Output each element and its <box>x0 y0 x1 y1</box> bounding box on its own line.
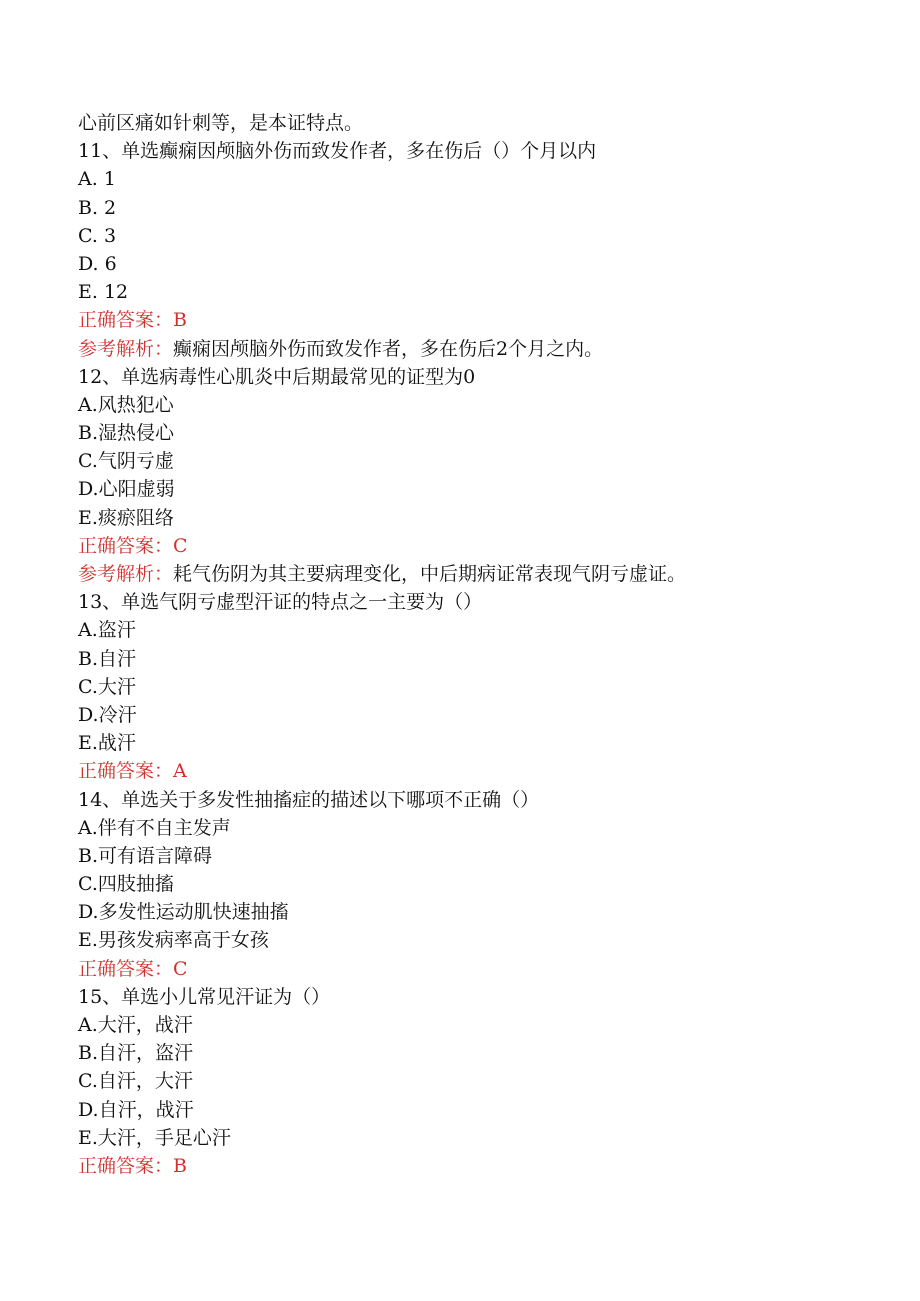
answer-value: C <box>173 957 188 980</box>
answer-line <box>78 532 878 560</box>
question-stem: 15、单选小儿常见汗证为（） <box>78 985 331 1008</box>
answer-line <box>78 757 878 785</box>
option-c: C.四肢抽搐 <box>78 873 174 896</box>
option-e: E. 12 <box>78 281 129 304</box>
question-block <box>78 786 878 983</box>
option-e: E.大汗，手足心汗 <box>78 1126 231 1149</box>
option-a: A.伴有不自主发声 <box>78 816 231 839</box>
analysis-line <box>78 560 878 588</box>
answer-label: 正确答案： <box>78 957 174 980</box>
question-stem: 14、单选关于多发性抽搐症的描述以下哪项不正确（） <box>78 788 540 811</box>
analysis-label: 参考解析： <box>78 337 174 360</box>
answer-value: B <box>173 309 187 332</box>
answer-line <box>78 1152 878 1180</box>
option-e: E.男孩发病率高于女孩 <box>78 929 269 952</box>
answer-label: 正确答案： <box>78 534 174 557</box>
option-a: A.盗汗 <box>78 619 136 642</box>
option-b: B.湿热侵心 <box>78 422 175 445</box>
analysis-text: 耗气伤阴为其主要病理变化，中后期病证常表现气阴亏虚证。 <box>173 563 687 585</box>
question-stem: 13、单选气阴亏虚型汗证的特点之一主要为（） <box>78 591 483 614</box>
answer-value: A <box>173 760 187 783</box>
option-d: D. 6 <box>78 252 117 275</box>
option-b: B.自汗 <box>78 647 137 670</box>
option-b: B. 2 <box>78 196 117 219</box>
analysis-line <box>78 335 878 363</box>
option-c: C.自汗，大汗 <box>78 1070 193 1093</box>
answer-label: 正确答案： <box>78 760 174 783</box>
question-block <box>78 363 878 589</box>
question-stem: 11、单选癫痫因颅脑外伤而致发作者，多在伤后（）个月以内 <box>78 140 597 163</box>
option-e: E.战汗 <box>78 732 136 755</box>
answer-line <box>78 306 878 334</box>
option-c: C.气阴亏虚 <box>78 450 174 473</box>
option-b: B.可有语言障碍 <box>78 844 213 867</box>
option-d: D.心阳虚弱 <box>78 478 175 501</box>
question-stem: 12、单选病毒性心肌炎中后期最常见的证型为0 <box>78 365 476 388</box>
option-d: D.自汗，战汗 <box>78 1098 194 1121</box>
option-a: A.风热犯心 <box>78 393 174 416</box>
intro-text: 心前区痛如针刺等，是本证特点。 <box>78 112 364 134</box>
answer-label: 正确答案： <box>78 1154 174 1177</box>
answer-value: C <box>173 534 188 557</box>
option-a: A. 1 <box>78 168 116 191</box>
option-c: C.大汗 <box>78 675 136 698</box>
option-d: D.冷汗 <box>78 703 137 726</box>
option-d: D.多发性运动肌快速抽搐 <box>78 901 289 924</box>
document-page <box>78 109 878 1180</box>
option-e: E.痰瘀阻络 <box>78 506 174 529</box>
option-b: B.自汗，盗汗 <box>78 1042 194 1065</box>
answer-value: B <box>173 1154 187 1177</box>
analysis-text: 癫痫因颅脑外伤而致发作者，多在伤后2个月之内。 <box>173 337 604 360</box>
question-block <box>78 588 878 785</box>
option-c: C. 3 <box>78 224 117 247</box>
question-block <box>78 983 878 1180</box>
answer-line <box>78 955 878 983</box>
answer-label: 正确答案： <box>78 309 174 332</box>
question-block <box>78 137 878 363</box>
analysis-label: 参考解析： <box>78 563 174 585</box>
option-a: A.大汗，战汗 <box>78 1014 193 1036</box>
